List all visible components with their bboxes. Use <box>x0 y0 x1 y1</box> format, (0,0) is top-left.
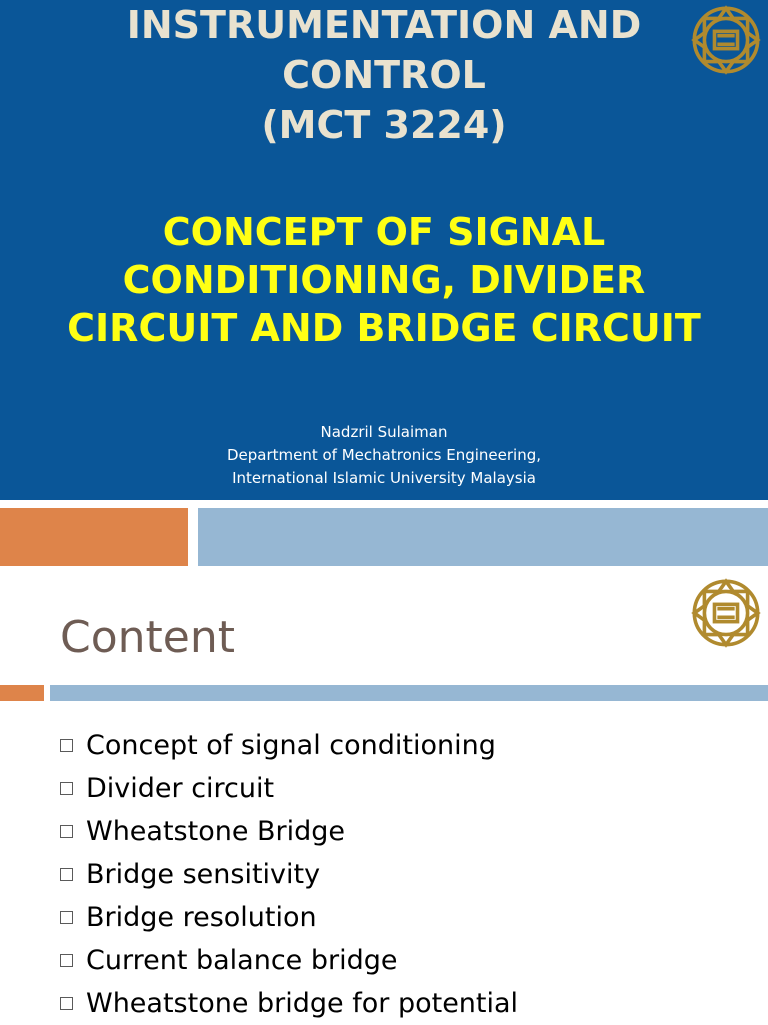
list-item <box>60 939 518 982</box>
list-item-label: Current balance bridge <box>86 945 398 976</box>
accent-bar-blue <box>50 685 768 701</box>
list-item-label: Wheatstone Bridge <box>86 816 346 847</box>
square-bullet-icon <box>60 782 73 795</box>
university-name: International Islamic University Malaysia <box>232 469 536 487</box>
list-item <box>60 853 518 896</box>
square-bullet-icon <box>60 997 73 1010</box>
subtitle-line: CIRCUIT AND BRIDGE CIRCUIT <box>67 306 701 350</box>
title-slide <box>0 0 768 500</box>
content-heading: Content <box>60 612 235 663</box>
list-item-label: Bridge resolution <box>86 902 317 933</box>
square-bullet-icon <box>60 911 73 924</box>
department-name: Department of Mechatronics Engineering, <box>226 446 542 464</box>
square-bullet-icon <box>60 954 73 967</box>
course-title-line: INSTRUMENTATION AND <box>126 3 642 47</box>
accent-bar-orange <box>0 508 188 566</box>
square-bullet-icon <box>60 825 73 838</box>
content-list <box>60 724 518 1025</box>
course-title <box>40 0 728 150</box>
subtitle-line: CONCEPT OF SIGNAL <box>162 210 606 254</box>
list-item <box>60 767 518 810</box>
author-name: Nadzril Sulaiman <box>320 423 448 441</box>
list-item <box>60 724 518 767</box>
iium-emblem-icon <box>690 4 762 76</box>
list-item <box>60 982 518 1025</box>
square-bullet-icon <box>60 868 73 881</box>
course-title-line: CONTROL <box>282 53 486 97</box>
list-item <box>60 810 518 853</box>
list-item <box>60 896 518 939</box>
list-item-label: Wheatstone bridge for potential <box>86 988 519 1019</box>
square-bullet-icon <box>60 739 73 752</box>
list-item-label: Bridge sensitivity <box>86 859 321 890</box>
iium-emblem-icon <box>690 577 762 649</box>
lecture-subtitle <box>20 208 748 352</box>
list-item-label: Concept of signal conditioning <box>86 730 496 761</box>
accent-bar-blue <box>198 508 768 566</box>
author-block <box>120 421 648 490</box>
accent-bar-orange <box>0 685 44 701</box>
subtitle-line: CONDITIONING, DIVIDER <box>122 258 646 302</box>
list-item-label: Divider circuit <box>86 773 275 804</box>
course-title-line: (MCT 3224) <box>261 103 507 147</box>
